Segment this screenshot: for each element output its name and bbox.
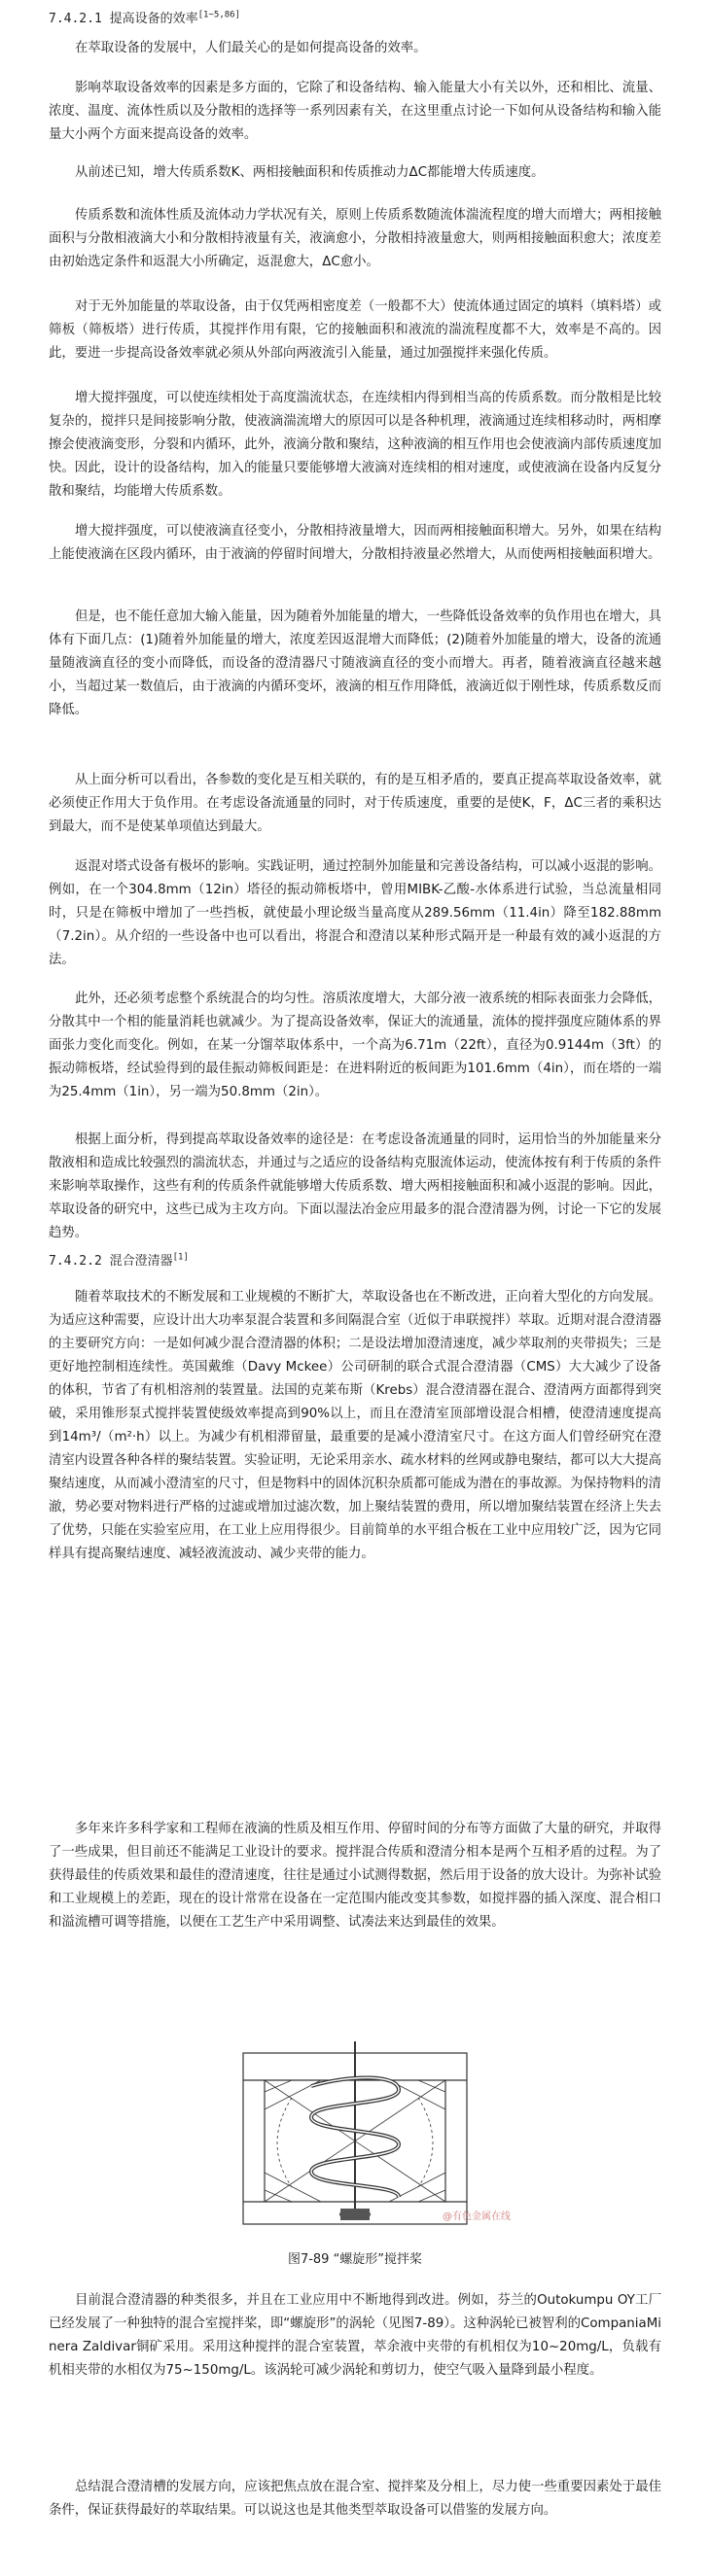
figure-caption: 图7-89 “螺旋形”搅拌桨 xyxy=(287,2252,423,2267)
paragraph: 目前混合澄清器的种类很多，并且在工业应用中不断地得到改进。例如，芬兰的Outokumpu OY工厂已经发展了一种独特的混合室搅拌桨，即“螺旋形”的涡轮（见图7-89）。这种涡轮已被智利的CompaniaMinera Zaldivar铜矿采用。采用这种搅拌的混合室装置，萃余液中夹带的有机相仅为10~20mg/L，负载有机相夹带的水相仅为75~150mg/L。该涡轮可减少涡轮和剪切力，使空气吸入量降到最小程度。 xyxy=(49,2293,661,2378)
paragraph: 从前述已知，增大传质系数K、两相接触面积和传质推动力ΔC都能增大传质速度。 xyxy=(75,165,545,180)
section-title: 提高设备的效率 xyxy=(109,12,198,26)
paragraph: 总结混合澄清槽的发展方向，应该把焦点放在混合室、搅拌桨及分相上，尽力使一些重要因素处于最佳条件，保证获得最好的萃取结果。可以说这也是其他类型萃取设备可以借鉴的发展方向。 xyxy=(49,2480,661,2518)
section-title: 混合澄清器 xyxy=(109,1254,173,1269)
paragraph: 返混对塔式设备有极坏的影响。实践证明，通过控制外加能量和完善设备结构，可以减小返混的影响。例如，在一个304.8mm（12in）塔径的振动筛板塔中，曾用MIBK-乙酸-水体系进行试验，当总流量相同时，只是在筛板中增加了一些挡板，就使最小理论级当量高度从289.56mm（11.4in）降至182.88mm（7.2in）。从介绍的一些设备中也可以看出，将混合和澄清以某种形式隔开是一种最有效的减小返混的方法。 xyxy=(49,859,661,967)
section-heading-mixer-settler xyxy=(49,1250,189,1273)
section-number: 7.4.2.2 xyxy=(49,1254,102,1269)
paragraph: 增大搅拌强度，可以使连续相处于高度湍流状态，在连续相内得到相当高的传质系数。而分散相是比较复杂的，搅拌只是间接影响分散，使液滴湍流增大的原因可以是各种机理，液滴通过连续相移动时，两相摩擦会使液滴变形，分裂和内循环，此外，液滴分散和聚结，这种液滴的相互作用也会使液滴内部传质速度加快。因此，设计的设备结构，加入的能量只要能够增大液滴对连续相的相对速度，或使液滴在设备内反复分散和聚结，均能增大传质系数。 xyxy=(49,391,661,499)
paragraph: 影响萃取设备效率的因素是多方面的，它除了和设备结构、输入能量大小有关以外，还和相比、流量、浓度、温度、流体性质以及分散相的选择等一系列因素有关，在这里重点讨论一下如何从设备结构和输入能量大小两个方面来提高设备的效率。 xyxy=(49,81,661,142)
paragraph: 传质系数和流体性质及流体动力学状况有关，原则上传质系数随流体湍流程度的增大而增大；两相接触面积与分散相液滴大小和分散相持液量有关，液滴愈小，分散相持液量愈大，则两相接触面积愈大；浓度差由初始选定条件和返混大小所确定，返混愈大，ΔC愈小。 xyxy=(49,208,661,269)
section-number: 7.4.2.1 xyxy=(49,12,102,26)
watermark: @有色金属在线 xyxy=(443,2211,511,2222)
paragraph: 此外，还必须考虑整个系统混合的均匀性。溶质浓度增大，大部分液一液系统的相际表面张力会降低，分散其中一个相的能量消耗也就减少。为了提高设备效率，保证大的流通量，流体的搅拌强度应随体系的界面张力变化而变化。例如，在某一分馏萃取体系中，一个高为6.71m（22ft），直径为0.9144m（3ft）的振动筛板塔，经试验得到的最佳振动筛板间距是：在进料附近的板间距为101.6mm（4in），而在塔的一端为25.4mm（1in），另一端为50.8mm（2in）。 xyxy=(49,992,661,1099)
paragraph: 但是，也不能任意加大输入能量，因为随着外加能量的增大，一些降低设备效率的负作用也在增大，具体有下面几点：(1)随着外加能量的增大，浓度差因返混增大而降低；(2)随着外加能量的增大，设备的流通量随液滴直径的变小而降低，而设备的澄清器尺寸随液滴直径的变小而增大。再者，随着液滴直径越来越小，当超过某一数值后，由于液滴的内循环变坏，液滴的相互作用降低，液滴近似于刚性球，传质系数反而降低。 xyxy=(49,609,661,717)
spiral-agitator-figure xyxy=(204,2041,506,2236)
section-reference: [1] xyxy=(172,1252,189,1263)
paragraph: 对于无外加能量的萃取设备，由于仅凭两相密度差（一般都不大）使流体通过固定的填料（填料塔）或筛板（筛板塔）进行传质，其搅拌作用有限，它的接触面积和液流的湍流程度都不大，效率是不高的。因此，要进一步提高设备效率就必须从外部向两液流引入能量，通过加强搅拌来强化传质。 xyxy=(49,299,661,361)
paragraph: 多年来许多科学家和工程师在液滴的性质及相互作用、停留时间的分布等方面做了大量的研究，并取得了一些成果，但目前还不能满足工业设计的要求。搅拌混合传质和澄清分相本是两个互相矛盾的过程。为了获得最佳的传质效果和最佳的澄清速度，往往是通过小试测得数据，然后用于设备的放大设计。为弥补试验和工业规模上的差距，现在的设计常常在设备在一定范围内能改变其参数，如搅拌器的插入深度、混合相口和溢流槽可调等措施，以便在工艺生产中采用调整、试凑法来达到最佳的效果。 xyxy=(49,1822,661,1930)
paragraph: 随着萃取技术的不断发展和工业规模的不断扩大，萃取设备也在不断改进，正向着大型化的方向发展。为适应这种需要，应设计出大功率泵混合装置和多间隔混合室（近似于串联搅拌）萃取。近期对混合澄清器的主要研究方向：一是如何减少混合澄清器的体积；二是设法增加澄清速度，减少萃取剂的夹带损失；三是更好地控制相连续性。英国戴维（Davy Mckee）公司研制的联合式混合澄清器（CMS）大大减少了设备的体积，节省了有机相溶剂的装置量。法国的克莱布斯（Krebs）混合澄清器在混合、澄清两方面都得到突破，采用锥形泵式搅拌装置使级效率提高到90%以上，而且在澄清室顶部增设混合相槽，使澄清速度提高到14m³/（m²·h）以上。为减少有机相滞留量，最重要的是减小澄清室尺寸。在这方面人们曾经研究在澄清室内设置各种各样的聚结装置。实验证明，无论采用亲水、疏水材料的丝网或静电聚结，都可以大大提高聚结速度，从而减小澄清室的尺寸，但是物料中的固体沉积杂质都可能成为潜在的事故源。为保持物料的清澈，势必要对物料进行严格的过滤或增加过滤次数，加上聚结装置的费用，所以增加聚结装置在经济上失去了优势，只能在实验室应用，在工业上应用得很少。目前简单的水平组合板在工业中应用较广泛，因为它同样具有提高聚结速度、减轻液流波动、减少夹带的能力。 xyxy=(49,1290,661,1561)
paragraph: 增大搅拌强度，可以使液滴直径变小，分散相持液量增大，因而两相接触面积增大。另外，如果在结构上能使液滴在区段内循环，由于液滴的停留时间增大，分散相持液量必然增大，从而使两相接触面积增大。 xyxy=(49,524,661,562)
paragraph: 根据上面分析，得到提高萃取设备效率的途径是：在考虑设备流通量的同时，运用恰当的外加能量来分散液相和造成比较强烈的湍流状态，并通过与之适应的设备结构克服流体运动，使流体按有利于传质的条件来影响萃取操作，这些有利的传质条件就能够增大传质系数、增大两相接触面积和减小返混的影响。因此，萃取设备的研究中，这些已成为主攻方向。下面以湿法冶金应用最多的混合澄清器为例，讨论一下它的发展趋势。 xyxy=(49,1132,661,1240)
spiral-agitator-drawing xyxy=(204,2041,506,2236)
section-heading-efficiency xyxy=(49,8,240,31)
paragraph: 从上面分析可以看出，各参数的变化是互相关联的，有的是互相矛盾的，要真正提高萃取设备效率，就必须使正作用大于负作用。在考虑设备流通量的同时，对于传质速度，重要的是使K，F，ΔC三者的乘积达到最大，而不是使某单项值达到最大。 xyxy=(49,773,661,834)
section-reference: [1~5,86] xyxy=(197,10,240,20)
paragraph: 在萃取设备的发展中，人们最关心的是如何提高设备的效率。 xyxy=(75,41,427,55)
